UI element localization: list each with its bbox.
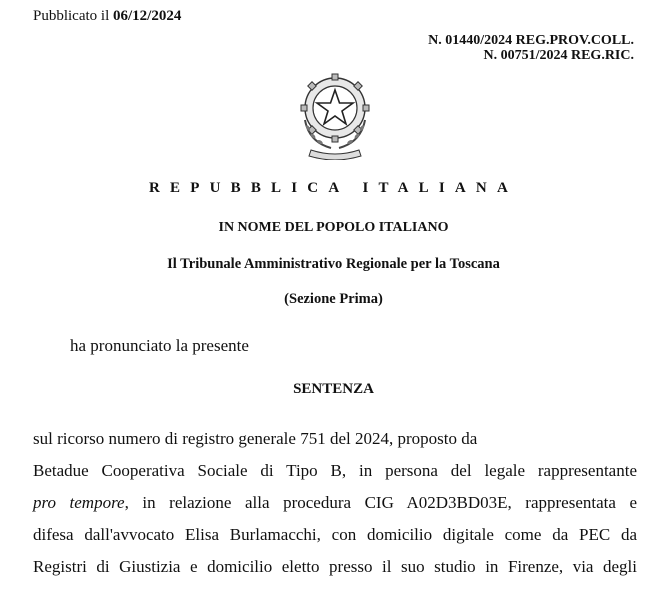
body-line: sul ricorso numero di registro generale 751 del 2024, proposto da (33, 429, 478, 448)
republic-heading: REPUBBLICA ITALIANA (149, 180, 518, 196)
pronounced-line: ha pronunciato la presente (70, 336, 249, 355)
sentence-heading: SENTENZA (293, 381, 374, 397)
popolo-heading: IN NOME DEL POPOLO ITALIANO (218, 220, 449, 235)
body-line (33, 487, 637, 519)
reg-ric-number: N. 00751/2024 REG.RIC. (483, 48, 634, 63)
body-line: difesa dall'avvocato Elisa Burlamacchi, con domicilio digitale come da PEC da (33, 525, 637, 544)
italian-republic-emblem-icon (295, 70, 375, 160)
body-line: Betadue Cooperativa Sociale di Tipo B, in persona del legale rappresentante (33, 461, 637, 480)
register-numbers (428, 33, 634, 63)
italic-phrase: pro tempore (33, 493, 125, 512)
published-date: 06/12/2024 (113, 8, 182, 24)
published-label: Pubblicato il (33, 8, 110, 24)
reg-prov-coll-number: N. 01440/2024 REG.PROV.COLL. (428, 33, 634, 48)
body-line: Registri di Giustizia e domicilio eletto presso il suo studio in Firenze, via degli (33, 557, 637, 576)
publication-line (33, 8, 181, 25)
tribunal-heading: Il Tribunale Amministrativo Regionale per la Toscana (167, 256, 500, 272)
body-line-rest: , in relazione alla procedura CIG A02D3BD03E, rappresentata e (124, 493, 637, 512)
body-paragraph (33, 423, 637, 583)
section-heading: (Sezione Prima) (284, 291, 383, 307)
